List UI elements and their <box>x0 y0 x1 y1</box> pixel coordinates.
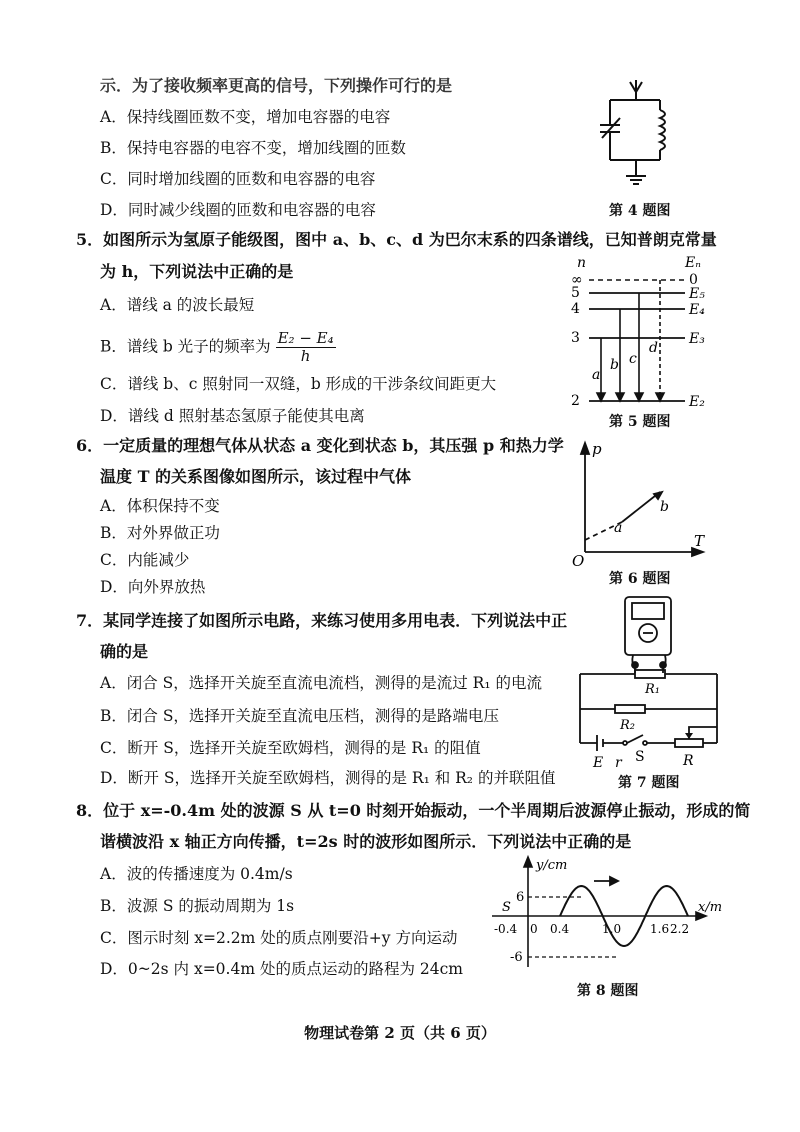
q4-option-b: B．保持电容器的电容不变，增加线圈的匝数 <box>100 139 406 157</box>
line-b-label: b <box>610 357 619 373</box>
t-axis-label: T <box>694 532 705 550</box>
energy-level-diagram <box>565 255 715 410</box>
r2-label: R₂ <box>620 718 635 733</box>
line-a-label: a <box>592 367 601 383</box>
level-2-n: 2 <box>571 393 580 409</box>
q8-caption: 第 8 题图 <box>577 983 639 999</box>
q5-option-b <box>100 330 336 365</box>
q7-option-b: B．闭合 S，选择开关旋至直流电压档，测得的是路端电压 <box>100 707 499 725</box>
q6-stem-line2: 温度 T 的关系图像如图所示，该过程中气体 <box>100 467 412 486</box>
page-footer: 物理试卷第 2 页（共 6 页） <box>304 1024 496 1042</box>
q6-option-d: D．向外界放热 <box>100 578 206 596</box>
q4-option-d: D．同时减少线圈的匝数和电容器的电容 <box>100 201 376 219</box>
q5-option-a: A．谱线 a 的波长最短 <box>100 296 255 314</box>
origin-label: O <box>572 552 585 570</box>
rheostat-label: R <box>683 753 694 769</box>
q8-stem-line2: 谐横波沿 x 轴正方向传播，t=2s 时的波形如图所示．下列说法中正确的是 <box>100 832 632 851</box>
q7-option-c: C．断开 S，选择开关旋至欧姆档，测得的是 R₁ 的阻值 <box>100 739 481 757</box>
r1-label: R₁ <box>645 682 660 697</box>
q4-option-a: A．保持线圈匝数不变，增加电容器的电容 <box>100 108 391 126</box>
x-tick-2.2: 2.2 <box>670 922 690 936</box>
q6-option-c: C．内能减少 <box>100 551 190 569</box>
level-3-e: E₃ <box>689 331 705 347</box>
q8-option-c: C．图示时刻 x=2.2m 处的质点刚要沿+y 方向运动 <box>100 929 458 947</box>
level-3-n: 3 <box>571 330 580 346</box>
state-a-label: a <box>614 520 623 536</box>
q7-stem-line2: 确的是 <box>100 642 149 661</box>
y-tick-6: 6 <box>516 890 525 905</box>
q5-option-b-numerator: E₂ − E₄ <box>277 329 334 347</box>
q5-stem-line1: 5．如图所示为氢原子能级图，图中 a、b、c、d 为巴尔末系的四条谱线，已知普朗克常量 <box>76 230 717 249</box>
line-d-label: d <box>649 340 658 356</box>
q7-option-a: A．闭合 S，选择开关旋至直流电流档，测得的是流过 R₁ 的电流 <box>100 674 542 692</box>
y-tick-neg6: -6 <box>510 950 523 965</box>
level-4-e: E₄ <box>689 302 705 318</box>
q5-option-b-prefix: B．谱线 b 光子的频率为 <box>100 337 271 356</box>
wave-graph <box>488 855 728 975</box>
q7-option-d: D．断开 S，选择开关旋至欧姆档，测得的是 R₁ 和 R₂ 的并联阻值 <box>100 769 556 787</box>
q8-stem-line1: 8．位于 x=-0.4m 处的波源 S 从 t=0 时刻开始振动，一个半周期后波源停止振动，形成的简 <box>76 801 751 820</box>
x-tick-1.6: 1.6 <box>650 922 670 936</box>
r-label: r <box>615 755 622 771</box>
p-axis-label: p <box>592 440 602 458</box>
state-b-label: b <box>660 499 669 515</box>
q5-caption: 第 5 题图 <box>609 414 671 430</box>
q5-option-b-denominator: h <box>300 347 311 365</box>
q6-stem-line1: 6．一定质量的理想气体从状态 a 变化到状态 b，其压强 p 和热力学 <box>76 436 564 455</box>
x-tick-neg0.4: -0.4 <box>494 922 518 936</box>
q7-stem-line1: 7．某同学连接了如图所示电路，来练习使用多用电表．下列说法中正 <box>76 611 568 630</box>
q8-option-b: B．波源 S 的振动周期为 1s <box>100 897 295 915</box>
x-tick-0.4: 0.4 <box>550 922 570 936</box>
q6-option-a: A．体积保持不变 <box>100 497 220 515</box>
x-axis-label: x/m <box>698 900 723 915</box>
level-4-n: 4 <box>571 301 580 317</box>
level-5-n: 5 <box>571 285 580 301</box>
q8-option-d: D．0~2s 内 x=0.4m 处的质点运动的路程为 24cm <box>100 960 463 978</box>
y-axis-label: y/cm <box>536 858 568 873</box>
q8-option-a: A．波的传播速度为 0.4m/s <box>100 865 293 883</box>
q7-caption: 第 7 题图 <box>618 775 680 791</box>
level-inf-e: 0 <box>689 272 698 288</box>
level-2-e: E₂ <box>689 394 705 410</box>
q4-option-c: C．同时增加线圈的匝数和电容器的电容 <box>100 170 376 188</box>
line-c-label: c <box>629 351 637 367</box>
q6-option-b: B．对外界做正功 <box>100 524 220 542</box>
q4-stem-fragment: 示．为了接收频率更高的信号，下列操作可行的是 <box>100 76 453 95</box>
q5-option-d: D．谱线 d 照射基态氢原子能使其电离 <box>100 407 365 425</box>
en-axis-label: Eₙ <box>685 255 701 271</box>
q5-option-b-fraction <box>276 330 336 365</box>
q4-caption: 第 4 题图 <box>609 203 671 219</box>
q5-stem-line2: 为 h，下列说法中正确的是 <box>100 262 294 281</box>
s-label: S <box>635 749 645 765</box>
source-label: S <box>502 900 511 915</box>
multimeter-circuit <box>575 595 725 775</box>
lc-circuit-figure <box>590 80 700 200</box>
q5-option-c: C．谱线 b、c 照射同一双缝，b 形成的干涉条纹间距更大 <box>100 375 497 393</box>
x-tick-1.0: 1.0 <box>602 922 622 936</box>
level-5-e: E₅ <box>689 286 705 302</box>
n-axis-label: n <box>577 255 587 271</box>
e-label: E <box>593 755 604 771</box>
level-inf-n: ∞ <box>571 272 583 288</box>
q6-caption: 第 6 题图 <box>609 571 671 587</box>
x-tick-0: 0 <box>530 922 538 936</box>
p-t-graph <box>570 440 710 568</box>
